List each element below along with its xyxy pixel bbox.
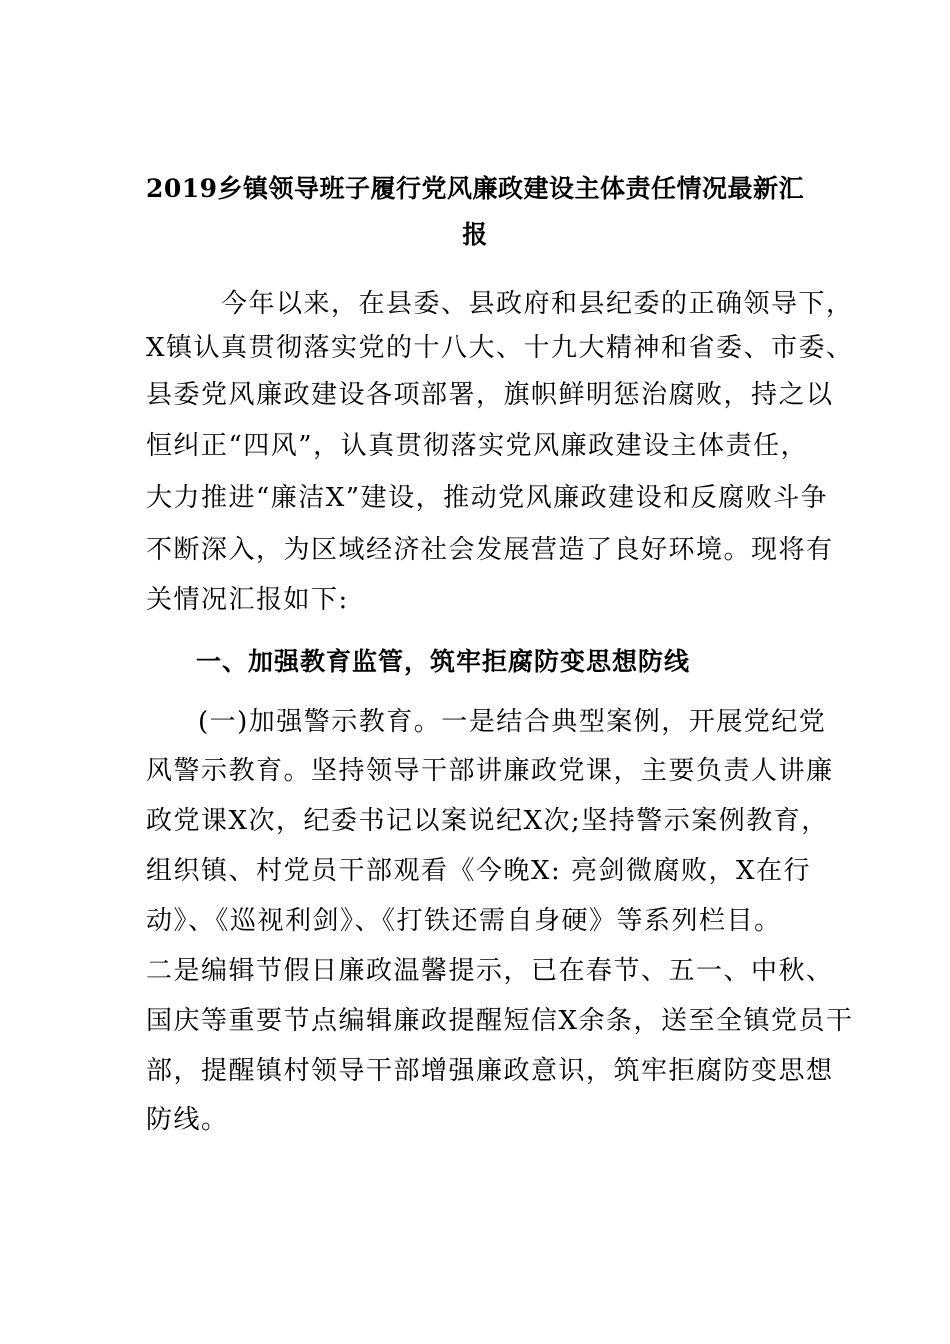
section-1-line-4: 组织镇、村党员干部观看《今晚X: 亮剑微腐败，X在行 — [146, 856, 812, 886]
intro-line-3: 县委党风廉政建设各项部署，旗帜鲜明惩治腐败，持之以 — [146, 380, 834, 410]
section-1-line-5: 动》、《巡视利剑》、《打铁还需自身硬》等系列栏目。 — [146, 906, 782, 936]
document-title — [140, 166, 810, 258]
intro-line-5: 大力推进“廉洁X”建设，推动党风廉政建设和反腐败斗争 — [146, 483, 829, 513]
title-line-2: 报 — [462, 220, 488, 249]
intro-line-4: 恒纠正“四风”，认真贯彻落实党风廉政建设主体责任， — [146, 431, 809, 461]
intro-line-7: 关情况汇报如下: — [146, 585, 349, 615]
intro-line-6: 不断深入，为区域经济社会发展营造了良好环境。现将有 — [146, 535, 834, 565]
section-1-line-6: 二是编辑节假日廉政温馨提示，已在春节、五一、中秋、 — [146, 956, 834, 986]
section-1-line-9: 防线。 — [146, 1105, 229, 1135]
section-1-heading: 一、加强教育监管，筑牢拒腐防变思想防线 — [196, 647, 691, 676]
intro-line-2: X镇认真贯彻落实党的十八大、十九大精神和省委、市委、 — [146, 333, 854, 363]
section-1-line-1: (一)加强警示教育。一是结合典型案例，开展党纪党 — [198, 707, 827, 737]
section-1-line-3: 政党课X次，纪委书记以案说纪X次;坚持警示案例教育， — [146, 806, 829, 836]
title-line-1: 2019乡镇领导班子履行党风廉政建设主体责任情况最新汇 — [145, 174, 805, 203]
intro-line-1: 今年以来，在县委、县政府和县纪委的正确领导下， — [221, 289, 854, 319]
section-1-line-8: 部，提醒镇村领导干部增强廉政意识，筑牢拒腐防变思想 — [146, 1056, 834, 1086]
section-1-line-7: 国庆等重要节点编辑廉政提醒短信X余条，送至全镇党员干 — [146, 1006, 854, 1036]
section-1-line-2: 风警示教育。坚持领导干部讲廉政党课，主要负责人讲廉 — [146, 756, 834, 786]
